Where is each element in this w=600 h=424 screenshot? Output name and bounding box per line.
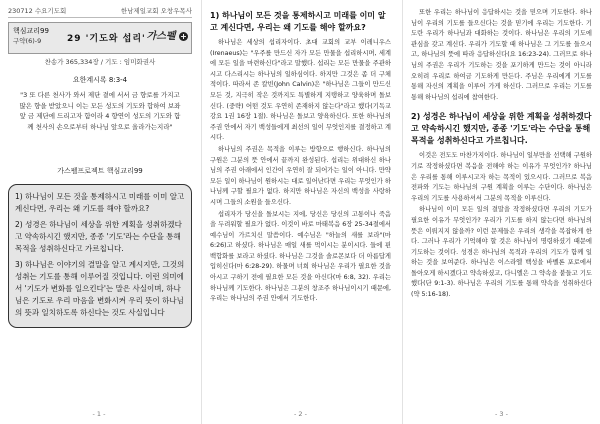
scripture-text: "3 또 다른 천사가 와서 제단 곁에 서서 금 향로를 가지고 많은 향을 받았으니 이는 모든 성도의 기도와 합하여 보좌 앞 금 제단에 드리고자 함이라 4 향연이 성도의 기도와 함께 천사의 손으로부터 하나님 앞으로 올라가는지라" (19, 91, 181, 131)
page-number: - 2 - (294, 410, 307, 418)
series-label (13, 26, 49, 46)
scripture-reference: 요한계시록 8:3-4 (72, 76, 128, 84)
plus-icon: + (180, 31, 187, 41)
subtitle: 가스펠프로젝트 핵심교리99 (57, 167, 143, 175)
series-part: 구약(6)-9 (13, 37, 42, 45)
gospel-logo (147, 27, 188, 42)
series-name: 핵심교리99 (13, 27, 49, 35)
page-number: - 1 - (92, 410, 106, 418)
paragraph: 또한 우리는 하나님이 응답하시는 것을 믿으며 기도한다. 하나님이 우리의 기도를 들으신다는 것을 믿기에 우리는 기도한다. 기도란 우리가 하나님과 대화하는 것이다. 하나님은 우리의 기도에 관심을 갖고 계신다. 우리가 기도할 때 하나님은 그 기도를 들으시고, 하나님의 뜻에 따라 응답하신다(요 16:23-24). 그러므로 하나님의 주권은 우리가 기도하는 것을 포기하게 만드는 것이 아니라 오히려 우리로 하여금 기도하게 만든다. 주님은 우리에게 기도를 통해 자신의 계획을 이루어 가게 하신다. 그러므로 우리는 기도를 통해 하나님의 섭리에 참여한다. (411, 9, 592, 101)
bulletin-page-2 (201, 0, 399, 424)
header-date: 230712 수요기도회 (8, 7, 67, 15)
paragraph: 하나님의 주권은 목적을 이루는 방향으로 행하신다. 하나님의 구원은 그분의 뜻 안에서 끝까지 완성된다. 섭리는 위대하신 하나님의 주권 아래에서 인간이 우연히 잘 되어가는 일이 아니다. 만약 모든 일이 하나님이 원하시는 대로 일어난다면 우리는 무엇인가 하나님께 구할 필요가 없다. 하지만 하나님은 자신의 백성을 사랑하시며 그들의 소원을 들으신다. (210, 145, 391, 206)
hymn-info: 찬송가 365,334장 / 기도 : 임미화권사 (44, 58, 156, 66)
lesson-title: 29 '기도와 섭리' (67, 34, 146, 44)
body-text (210, 38, 391, 305)
question-3: 3) 하나님은 이야기의 결말을 알고 계시지만, 그것의 성취는 기도를 통해 이루어질 것입니다. 이런 의미에서 '기도가 변화를 일으킨다'는 말은 사실이며, 하나님은 기도로 우리 마음을 변화시켜 우리 뜻이 하나님의 뜻과 일치하도록 하신다는 것도 사실입니다 (15, 260, 185, 317)
logo-text: 가스펠 (146, 31, 176, 42)
question-2: 2) 성경은 하나님이 세상을 위한 계획을 성취하겠다고 약속하시긴 했지만, 종종 '기도'라는 수단을 통해 목적을 성취하신다고 가르칩니다. (15, 220, 182, 253)
paragraph: 섭리자가 당신을 돌보시는 지에, 당신은 당신의 고통이나 죽음을 두려워할 필요가 없다. 이것이 바로 마태복음 6장 25-34절에서 예수님이 가르치신 말씀이다. 예수님은 "하늘의 새를 보라"(마 6:26)고 하셨다. 하나님은 매일 새를 먹이시는 분이시다. 들에 핀 백합화를 보라고 하셨다. 하나님은 그것을 솔로몬보다 더 아름답게 입히신다(마 6:28-29). 하물며 너희 하나님은 우리가 필요한 것을 아시고 구하기 전에 필요한 모든 것을 아신다(마 6:8, 32). 우리는 하나님께 기도한다. 하나님은 그분의 창조주 하나님이시기 때문에, 우리는 하나님의 주권 안에서 기도한다. (210, 210, 391, 303)
question-heading: 1) 하나님이 모든 것을 통제하시고 미래를 이미 알고 계신다면, 우리는 왜 기도를 해야 할까요? (210, 11, 386, 32)
page-header (8, 6, 192, 18)
body-text-top (411, 8, 592, 103)
header-church: 한남제일교회 오창우목사 (120, 7, 192, 15)
body-text-bottom (411, 151, 592, 300)
page-number: - 3 - (495, 410, 508, 418)
paragraph: 이것은 전도도 마찬가지이다. 하나님이 일부만을 선택해 구원하기로 작정하셨다면 복음을 전해야 하는 이유가 무엇인가? 하나님은 우리를 통해 이루시고자 하는 목적이 있으시다. 그러므로 복음 전파와 기도는 하나님의 구원 계획을 이루는 수단이다. 하나님은 우리의 기도를 사용하셔서 그분의 목적을 이루신다. (411, 152, 592, 202)
question-heading: 2) 성경은 하나님이 세상을 위한 계획을 성취하겠다고 약속하시긴 했지만, 종종 '기도'라는 수단을 통해 목적을 성취하신다고 가르칩니다. (411, 112, 592, 146)
question-box (8, 184, 192, 328)
title-banner (8, 22, 192, 54)
bulletin-page-3 (402, 0, 600, 424)
bulletin-page-1 (0, 0, 198, 424)
question-1: 1) 하나님이 모든 것을 통제하시고 미래를 이미 알고 계신다면, 우리는 왜 기도를 해야 할까요? (15, 192, 185, 213)
paragraph: 하나님은 세상의 섭리자이다. 초대 교회의 교부 이레니우스(Irenaeus)는 "우주를 만드신 자가 모든 만물을 섭리하시며, 세계에 모든 일을 마련하신다"라고 말했다. 섭리는 모든 만물을 주관하시고 다스리시는 하나님의 일하심이다. 하지만 그것은 좀 더 구체적이다. 따라서 존 칼빈(John Calvin)은 "하나님은 그들이 만드신 모든 것, 지극히 작은 것까지도 특별하게 지탱하고 양육하며 돌보신다. (중략) 어떤 것도 우연히 존재하지 않는다"라고 했다(기독교강요 1권 16장 1절). 하나님은 돌보고 양육하신다. 또한 하나님의 주권 안에서 자기 백성들에게 최선의 일이 무엇인지를 결정하고 계시다. (210, 39, 391, 142)
paragraph: 하나님이 이미 모든 일의 결말을 작정하셨다면 우리의 기도가 필요한 이유가 무엇인가? 우리가 기도를 하지 않는다면 하나님의 뜻은 이뤄지지 않을까? 이런 문제들은 우리의 생각을 복잡하게 한다. 그러나 우리가 기억해야 할 것은 하나님이 명령하셨기 때문에 기도하는 것이다. 성경은 하나님의 목적과 우리의 기도가 함께 일하는 것을 보여준다. 하나님은 이스라엘 백성을 바벨론 포로에서 돌아오게 하시겠다고 약속하셨고, 다니엘은 그 약속을 붙들고 기도했다(단 9:1-3). 하나님은 우리의 기도를 통해 약속을 성취하신다(약 5:16-18). (411, 206, 592, 299)
